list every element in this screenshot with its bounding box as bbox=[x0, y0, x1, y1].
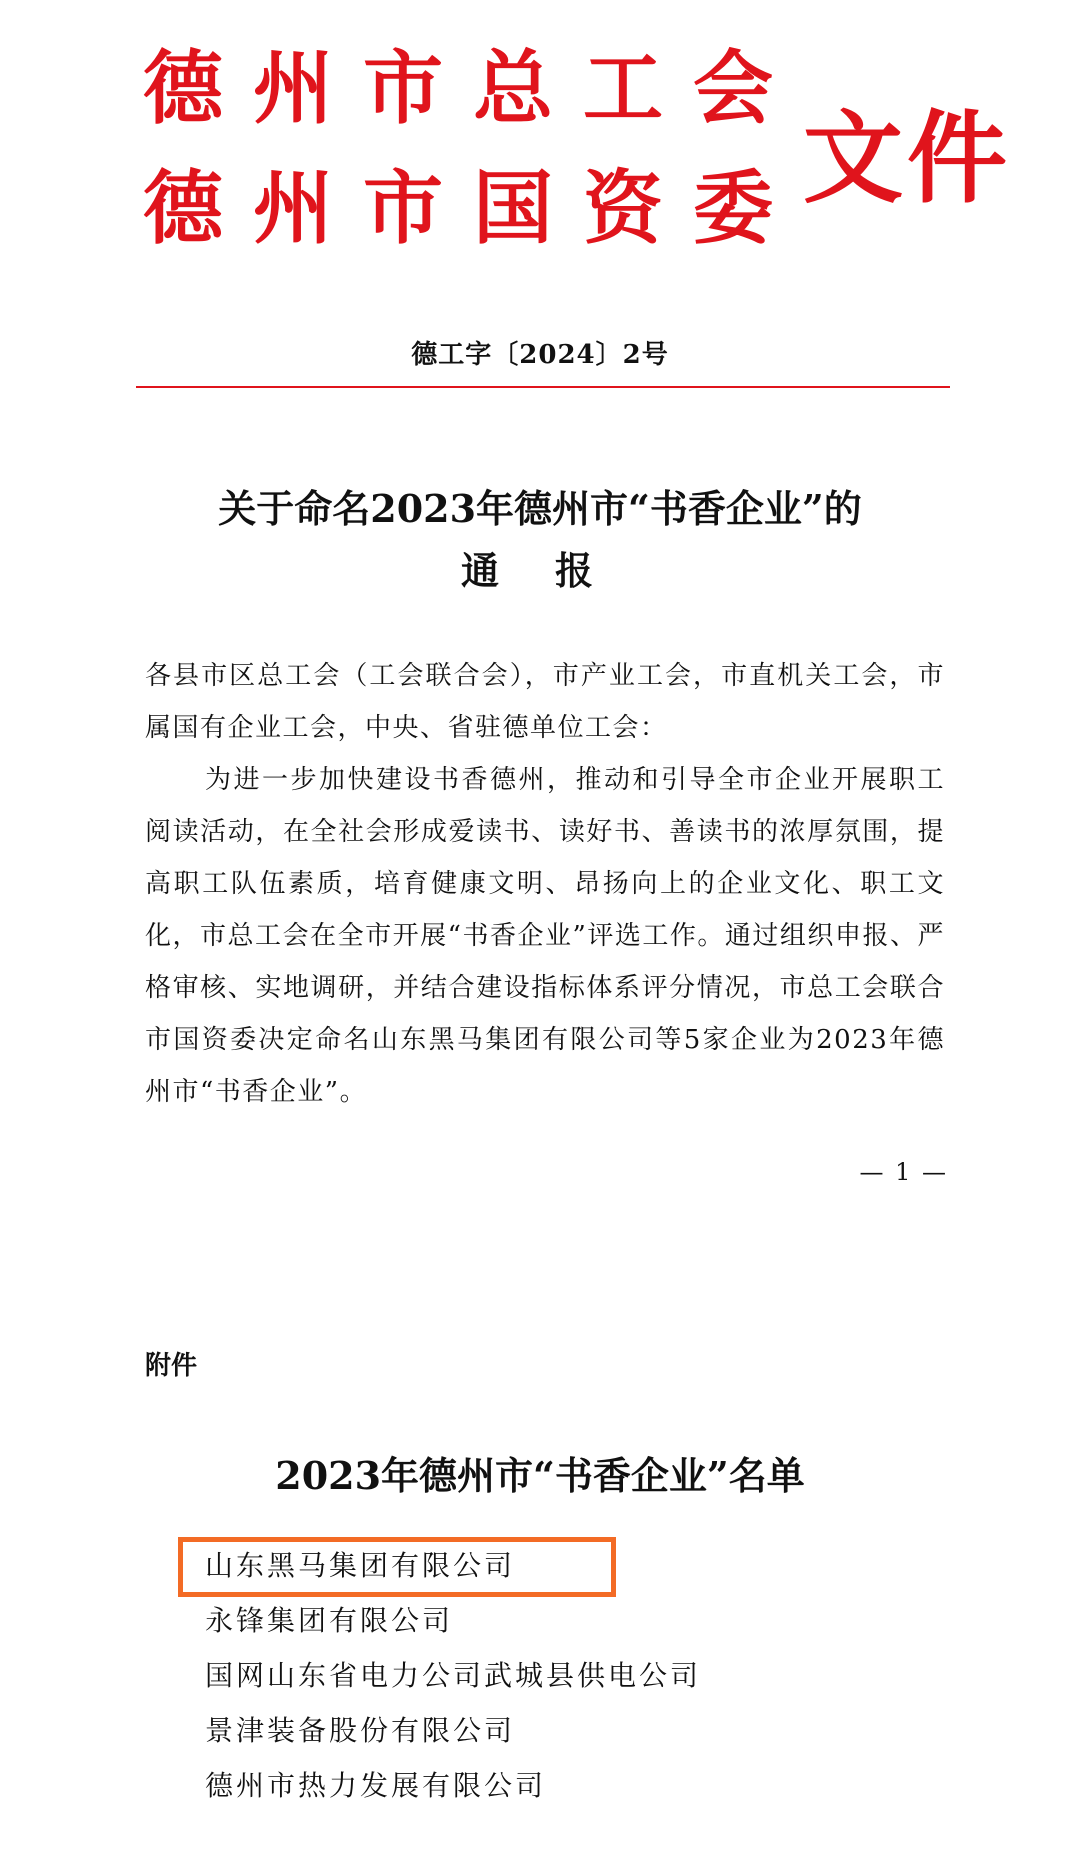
header-divider bbox=[136, 386, 950, 388]
document-type-label: 文件 bbox=[803, 99, 1011, 217]
attachment-title: 2023年德州市“书香企业”名单 bbox=[275, 1453, 805, 1498]
document-title-line-1: 关于命名2023年德州市“书香企业”的 bbox=[218, 486, 862, 531]
highlight-box bbox=[178, 1537, 616, 1597]
issuer-line-2: 德州市国资委 bbox=[143, 161, 803, 255]
list-item: 景津装备股份有限公司 bbox=[205, 1714, 516, 1747]
document-number: 德工字〔2024〕2号 bbox=[411, 340, 669, 370]
body-paragraph: 为进一步加快建设书香德州，推动和引导全市企业开展职工阅读活动，在全社会形成爱读书、读好书、善读书的浓厚氛围，提高职工队伍素质，培育健康文明、昂扬向上的企业文化、职工文化，市总工会在全市开展“书香企业”评选工作。通过组织申报、严格审核、实地调研，并结合建设指标体系评分情况，市总工会联合市国资委决定命名山东黑马集团有限公司等5家企业为2023年德州市“书香企业”。 bbox=[145, 765, 945, 1107]
list-item: 国网山东省电力公司武城县供电公司 bbox=[205, 1659, 702, 1692]
salutation: 各县市区总工会（工会联合会），市产业工会，市直机关工会，市属国有企业工会，中央、省驻德单位工会： bbox=[145, 661, 945, 743]
list-item: 德州市热力发展有限公司 bbox=[205, 1769, 547, 1802]
issuer-line-1: 德州市总工会 bbox=[143, 41, 803, 135]
document-title-line-2: 通报 bbox=[460, 548, 649, 593]
list-item: 山东黑马集团有限公司 bbox=[205, 1549, 516, 1582]
list-item: 永锋集团有限公司 bbox=[205, 1604, 454, 1637]
document-header bbox=[143, 38, 1011, 268]
attachment-label: 附件 bbox=[145, 1351, 198, 1381]
page-number: — 1 — bbox=[859, 1158, 948, 1186]
